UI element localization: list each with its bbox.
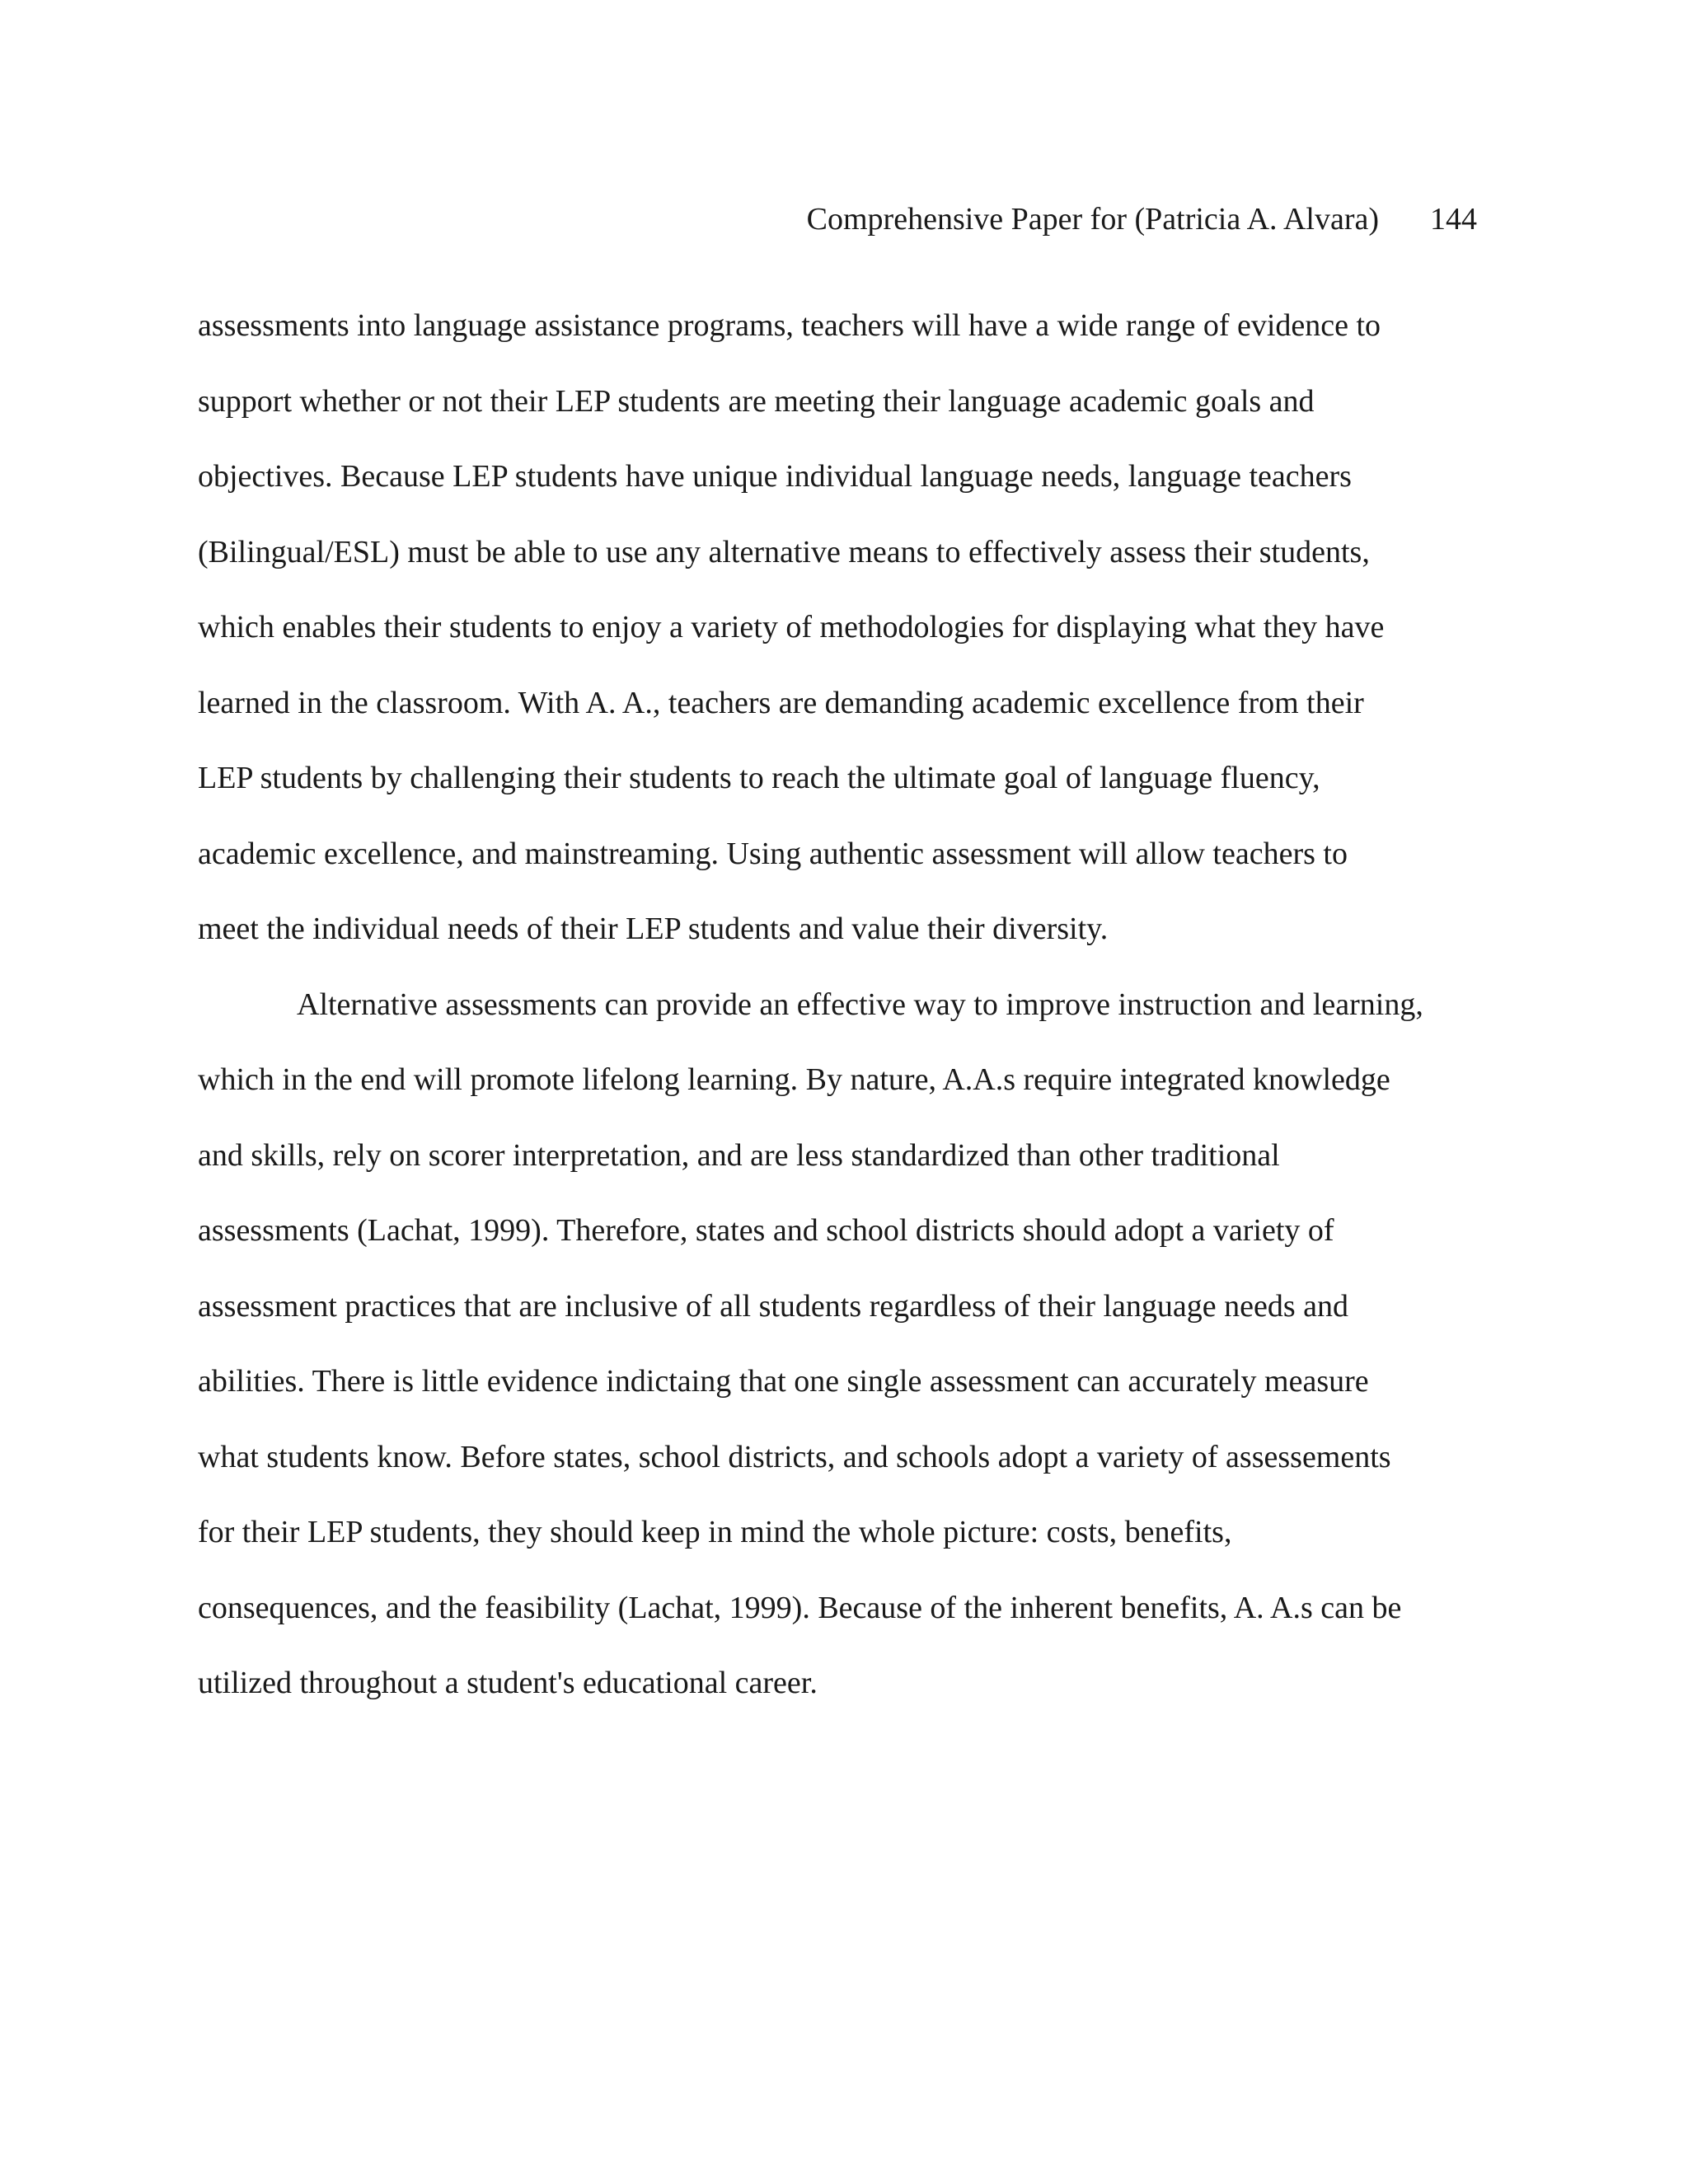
text-line: assessments into language assistance programs, teachers will have a wide range of evidence to [198,308,1381,343]
body-text [198,288,1477,1722]
paragraph-2 [198,968,1477,1722]
text-line: assessments (Lachat, 1999). Therefore, states and school districts should adopt a variety of [198,1213,1334,1248]
running-title: Comprehensive Paper for (Patricia A. Alvara) [806,202,1379,237]
text-line: assessment practices that are inclusive of all students regardless of their language needs and [198,1288,1349,1324]
text-line: and skills, rely on scorer interpretation, and are less standardized than other traditional [198,1137,1280,1173]
text-line: which in the end will promote lifelong learning. By nature, A.A.s require integrated knowledge [198,1062,1390,1097]
paragraph-1 [198,288,1477,968]
text-line: which enables their students to enjoy a variety of methodologies for displaying what they have [198,610,1385,644]
text-line: objectives. Because LEP students have unique individual language needs, language teachers [198,459,1352,494]
text-line: meet the individual needs of their LEP students and value their diversity. [198,912,1109,946]
text-line: abilities. There is little evidence indictaing that one single assessment can accurately measure [198,1364,1369,1399]
page-number: 144 [1430,202,1477,237]
text-line: for their LEP students, they should keep in mind the whole picture: costs, benefits, [198,1515,1232,1549]
text-line: consequences, and the feasibility (Lachat, 1999). Because of the inherent benefits, A. A.s can be [198,1590,1402,1625]
text-line: Alternative assessments can provide an effective way to improve instruction and learning, [297,987,1423,1022]
text-line: utilized throughout a student's educational career. [198,1666,818,1700]
text-line: (Bilingual/ESL) must be able to use any alternative means to effectively assess their students, [198,534,1370,569]
text-line: learned in the classroom. With A. A., teachers are demanding academic excellence from their [198,685,1364,720]
text-line: support whether or not their LEP students are meeting their language academic goals and [198,383,1315,419]
running-head [807,194,1477,244]
text-line: what students know. Before states, school districts, and schools adopt a variety of assessements [198,1439,1391,1474]
text-line: academic excellence, and mainstreaming. Using authentic assessment will allow teachers to [198,836,1348,871]
text-line: LEP students by challenging their students to reach the ultimate goal of language fluency, [198,761,1320,795]
